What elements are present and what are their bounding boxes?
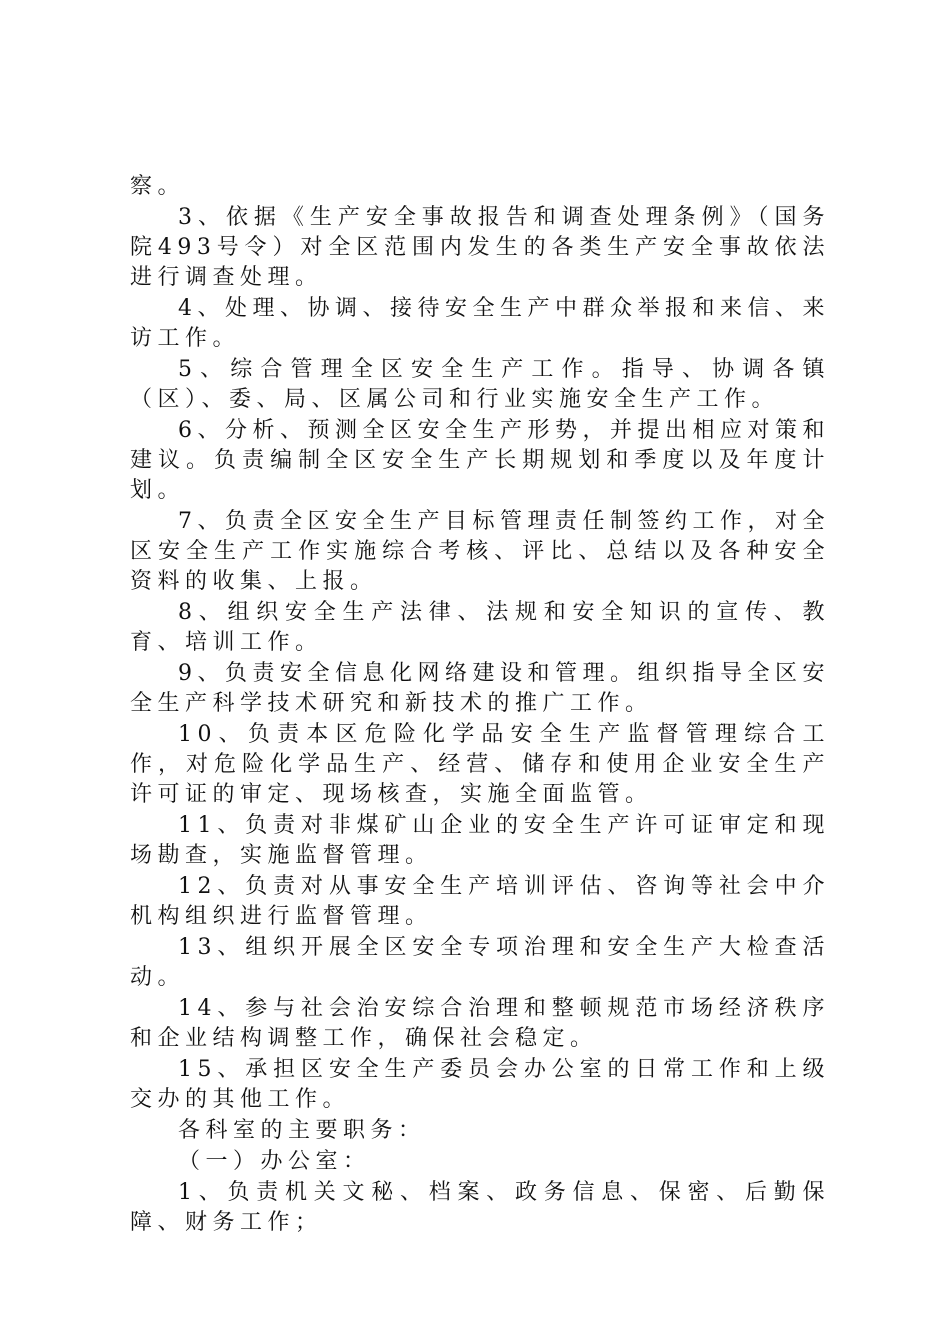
- paragraph-item-9: 9、负责安全信息化网络建设和管理。组织指导全区安全生产科学技术研究和新技术的推广工作。: [130, 661, 830, 716]
- paragraph-continuation: 察。: [130, 174, 186, 199]
- paragraph-item-7: 7、负责全区安全生产目标管理责任制签约工作，对全区安全生产工作实施综合考核、评比、总结以及各种安全资料的收集、上报。: [130, 509, 830, 594]
- subsection-heading-office: （一）办公室：: [178, 1149, 371, 1174]
- paragraph-item-12: 12、负责对从事安全生产培训评估、咨询等社会中介机构组织进行监督管理。: [130, 874, 830, 929]
- paragraph-office-item-1: 1、负责机关文秘、档案、政务信息、保密、后勤保障、财务工作；: [130, 1180, 830, 1235]
- paragraph-item-3: 3、依据《生产安全事故报告和调查处理条例》（国务院493号令）对全区范围内发生的各类生产安全事故依法进行调查处理。: [130, 205, 830, 290]
- paragraph-item-5: 5、综合管理全区安全生产工作。指导、协调各镇（区）、委、局、区属公司和行业实施安全生产工作。: [130, 357, 830, 412]
- paragraph-item-10: 10、负责本区危险化学品安全生产监督管理综合工作，对危险化学品生产、经营、储存和使用企业安全生产许可证的审定、现场核查，实施全面监管。: [130, 722, 830, 807]
- paragraph-item-14: 14、参与社会治安综合治理和整顿规范市场经济秩序和企业结构调整工作，确保社会稳定。: [130, 996, 830, 1051]
- document-body: [130, 172, 830, 1239]
- paragraph-item-13: 13、组织开展全区安全专项治理和安全生产大检查活动。: [130, 935, 830, 990]
- paragraph-item-15: 15、承担区安全生产委员会办公室的日常工作和上级交办的其他工作。: [130, 1057, 830, 1112]
- paragraph-item-6: 6、分析、预测全区安全生产形势，并提出相应对策和建议。负责编制全区安全生产长期规划和季度以及年度计划。: [130, 418, 830, 503]
- paragraph-item-4: 4、处理、协调、接待安全生产中群众举报和来信、来访工作。: [130, 296, 830, 351]
- section-heading-duties: 各科室的主要职务：: [178, 1118, 426, 1143]
- paragraph-item-11: 11、负责对非煤矿山企业的安全生产许可证审定和现场勘查，实施监督管理。: [130, 813, 830, 868]
- paragraph-item-8: 8、组织安全生产法律、法规和安全知识的宣传、教育、培训工作。: [130, 600, 830, 655]
